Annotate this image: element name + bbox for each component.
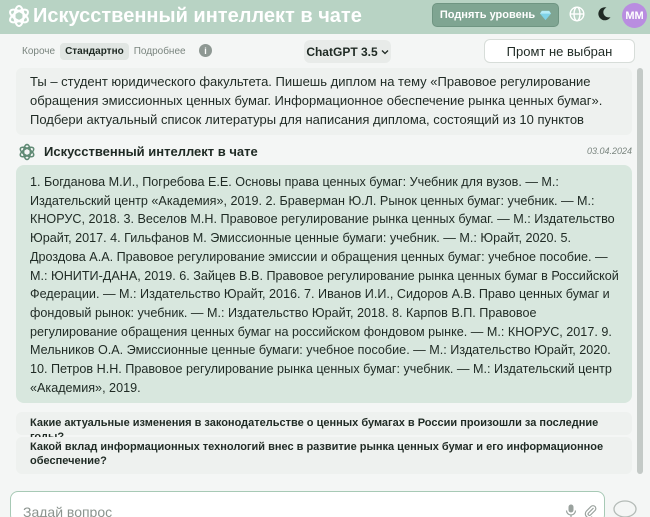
moon-icon[interactable] bbox=[596, 6, 612, 22]
suggestion-item[interactable]: Какие актуальные изменения в законодательстве о ценных бумагах в России произошли за последние bbox=[16, 412, 632, 435]
prompt-selector-button[interactable]: Промт не выбран bbox=[484, 39, 635, 63]
length-selector bbox=[17, 41, 191, 61]
paperclip-icon[interactable] bbox=[584, 504, 597, 517]
microphone-icon[interactable] bbox=[565, 504, 577, 517]
openai-logo-icon bbox=[7, 4, 31, 28]
length-option-standard[interactable]: Стандартно bbox=[60, 43, 129, 60]
top-header bbox=[0, 0, 650, 34]
gem-icon bbox=[540, 10, 551, 21]
ai-message: 1. Богданова М.И., Погребова Е.Е. Основы права ценных бумаг: Учебник для вузов. — М.: Издательский центр «Академия», 2019. 2. Браверман Ю.Л. Рынок ценных бумаг: учебник. — М.: КНОРУС, 2018. 3. Веселов М.Н. Правовое регулирование рынка ценных бумаг. — М.: Издательство Юрайт, 2017. 4. Гильфанов М. Эмиссионные ценные бумаги: учебник. — М.: Юрайт, 2020. 5. Дроздова А.А. Правовое регулирование эмиссии и обращения ценных бумаг: учебное пособие. — М.: ЮНИТИ-ДАНА, 2019. 6. Зайцев В.В. Правовое регулирование рынка ценных бумаг в Российской Федерации. — М.: Издательство Юрайт, 2016. 7. Иванов И.И., Сидоров А.В. Право ценных бумаг и фондовый рынок: учебник. — М.: Издательство Юрайт, 2018. 8. Карпов В.П. Правовое регулирование обращения ценных бумаг на российском фондовом рынке. — М.: КНОРУС, 2017. 9. Мельников О.А. Эмиссионные ценные бумаги: учебное пособие. — М.: Издательство Юрайт, 2020. 10. Петров Н.Н. Правовое регулирование рынка ценных бумаг: учебник. — М.: Издательский центр «Академия», 2019. bbox=[16, 165, 632, 403]
ai-message-header bbox=[14, 142, 634, 162]
model-label: ChatGPT 3.5 bbox=[306, 44, 378, 59]
openai-logo-icon bbox=[18, 143, 36, 161]
suggestion-item[interactable]: Какой вклад информационных технологий внес в развитие рынка ценных бумаг и его информационное обеспечение? bbox=[16, 437, 632, 474]
upgrade-button[interactable] bbox=[432, 3, 559, 27]
user-message: Ты – студент юридического факультета. Пишешь диплом на тему «Правовое регулирование обращения эмиссионных ценных бумаг. Информационное обеспечение рынка ценных бумаг». Подбери актуальный список литературы для написания диплома, состоящий из 10 пунктов bbox=[16, 68, 632, 135]
length-option-shorter[interactable]: Короче bbox=[22, 45, 56, 57]
upgrade-label: Поднять уровень bbox=[439, 9, 536, 21]
toolbar bbox=[0, 34, 650, 68]
avatar[interactable]: MM bbox=[622, 3, 647, 28]
model-selector[interactable] bbox=[304, 40, 391, 63]
globe-icon[interactable] bbox=[569, 6, 585, 22]
question-input[interactable] bbox=[23, 504, 523, 517]
scrollbar-thumb[interactable] bbox=[637, 68, 643, 474]
chat-area bbox=[14, 68, 634, 474]
length-option-detailed[interactable]: Подробнее bbox=[133, 45, 186, 57]
info-icon[interactable]: i bbox=[199, 44, 212, 57]
chat-scrollbar[interactable] bbox=[636, 68, 644, 474]
chevron-down-icon bbox=[381, 48, 389, 56]
app-title: Искусственный интеллект в чате bbox=[33, 5, 362, 27]
send-icon[interactable] bbox=[613, 499, 637, 517]
message-date: 03.04.2024 bbox=[586, 146, 632, 156]
question-input-box bbox=[10, 491, 605, 517]
ai-name: Искусственный интеллект в чате bbox=[44, 144, 258, 159]
